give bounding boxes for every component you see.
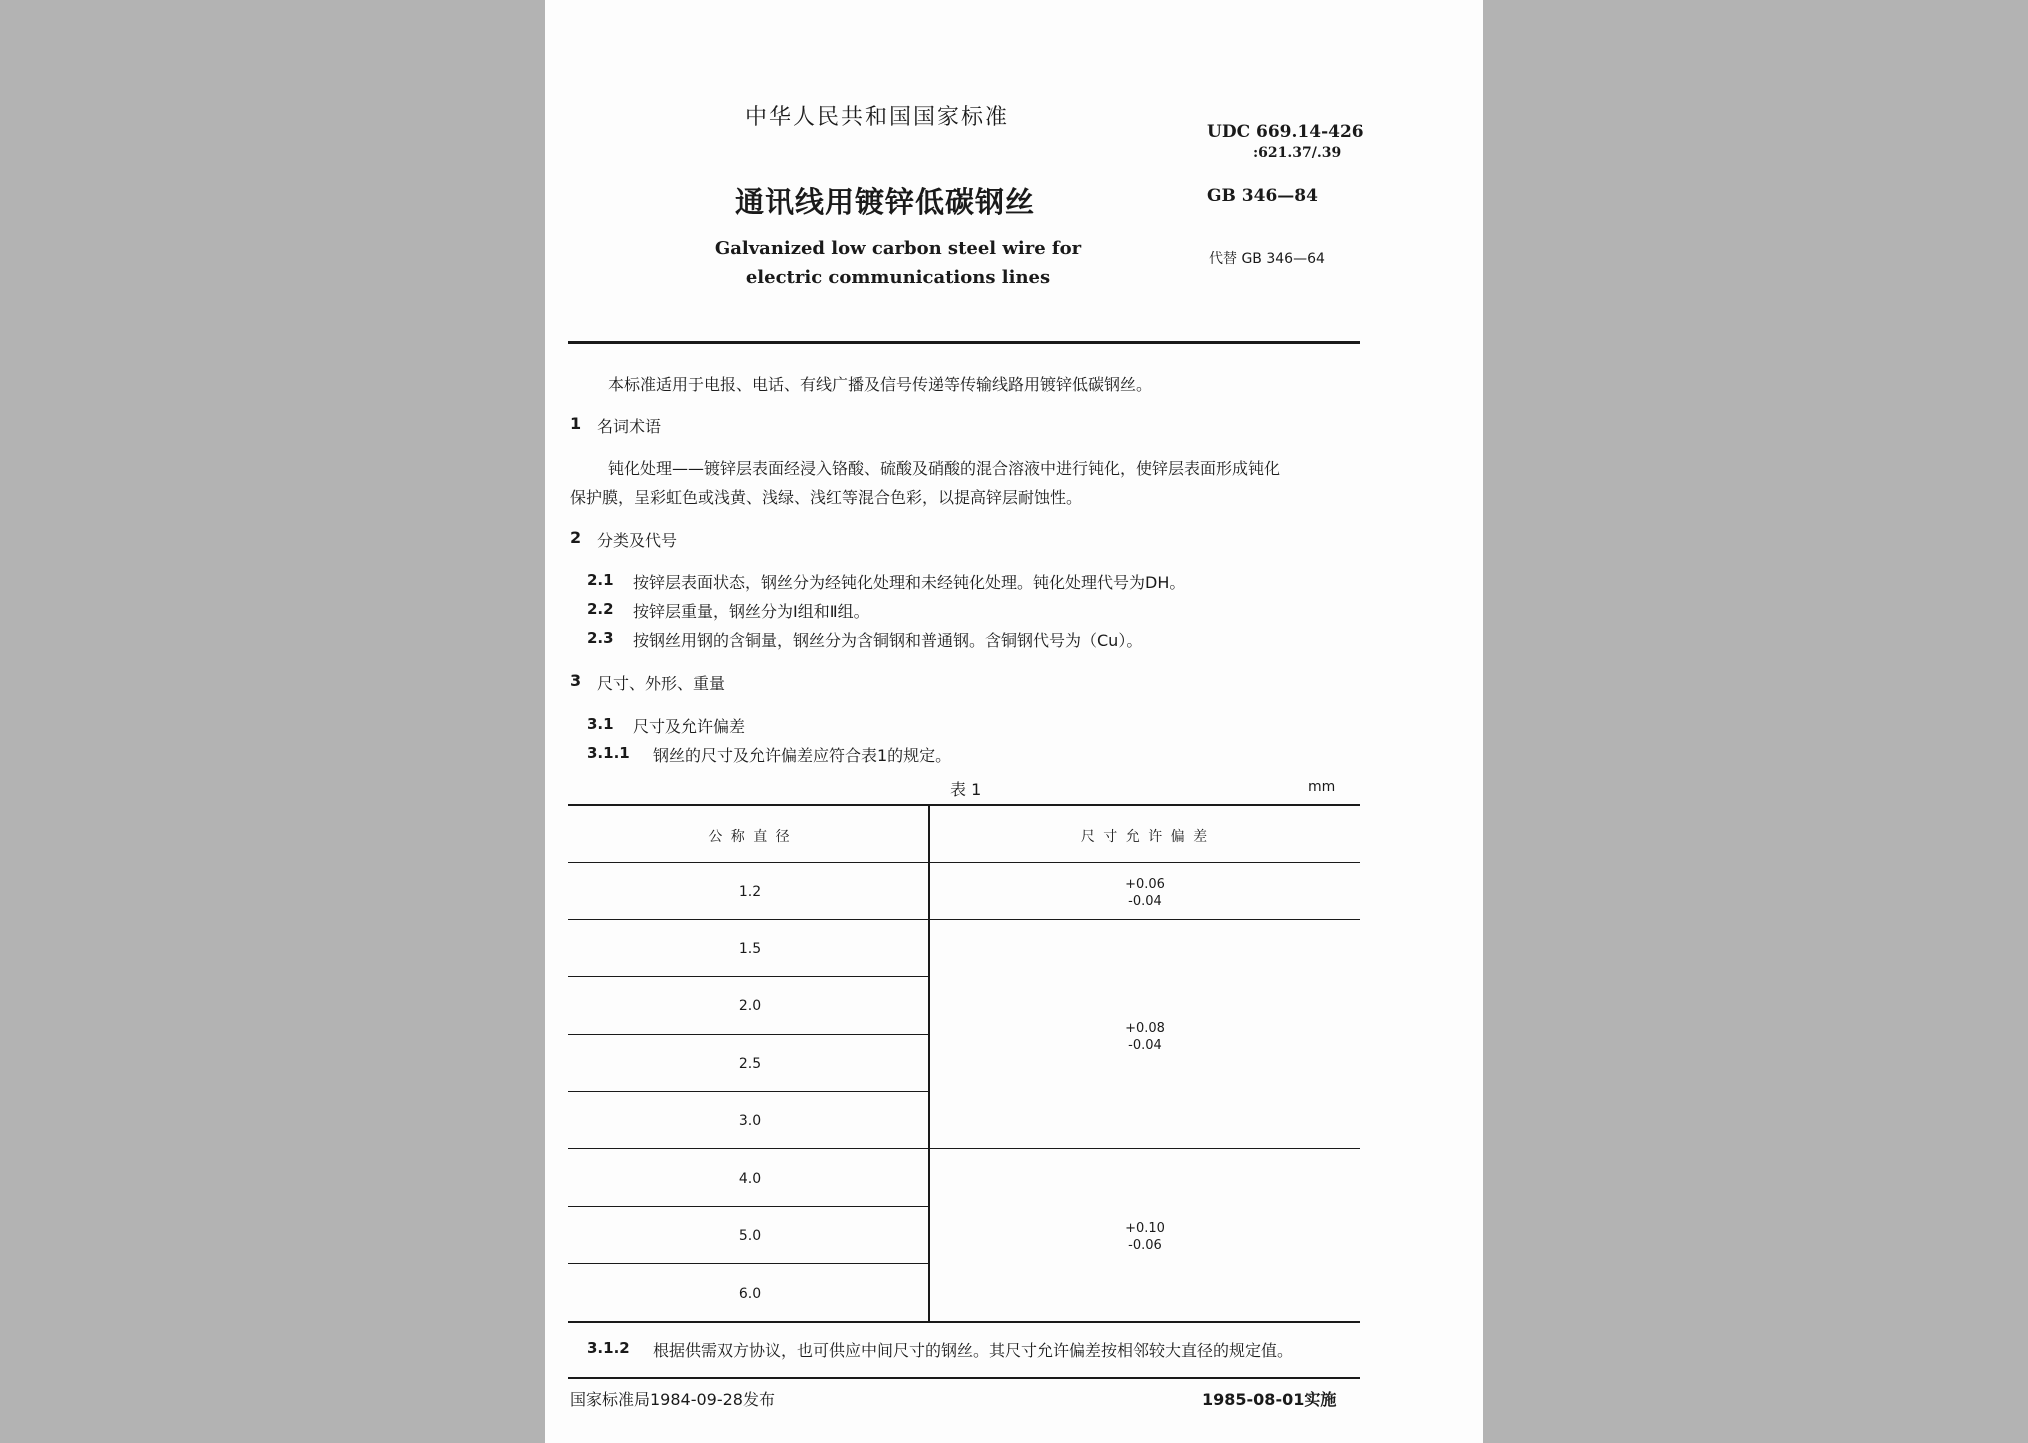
section-2-1-text: 按锌层表面状态，钢丝分为经钝化处理和未经钝化处理。钝化处理代号为DH。 (633, 573, 1186, 592)
tolerance-cell (930, 1020, 1360, 1054)
section-2-2-text: 按锌层重量，钢丝分为Ⅰ组和Ⅱ组。 (633, 602, 870, 621)
section-2-number: 2 (570, 528, 582, 547)
section-1-text-line2: 保护膜，呈彩虹色或浅黄、浅绿、浅红等混合色彩，以提高锌层耐蚀性。 (570, 488, 1083, 507)
section-2-3-number: 2.3 (587, 629, 614, 647)
footer-divider (568, 1377, 1360, 1379)
section-2-3-text: 按钢丝用钢的含铜量，钢丝分为含铜钢和普通钢。含铜钢代号为（Cu）。 (633, 631, 1143, 650)
section-1-number: 1 (570, 414, 582, 433)
section-1-text-line1: 钝化处理——镀锌层表面经浸入铬酸、硫酸及硝酸的混合溶液中进行钝化，使锌层表面形成钝化 (608, 459, 1281, 478)
table-row-rule (568, 1263, 928, 1264)
table-row-rule (568, 1091, 928, 1092)
section-3-1-1-number: 3.1.1 (587, 744, 630, 762)
section-3-1-1-text: 钢丝的尺寸及允许偏差应符合表1的规定。 (653, 746, 952, 765)
doc-title-en-line2: electric communications lines (745, 267, 1051, 288)
header-divider (568, 341, 1360, 344)
udc-code-line1: UDC 669.14-426 (1207, 122, 1364, 142)
diameter-cell: 5.0 (738, 1228, 762, 1244)
table-row-rule (568, 1148, 1360, 1149)
section-3-title: 尺寸、外形、重量 (597, 674, 726, 693)
diameter-cell: 2.5 (738, 1056, 762, 1072)
replaces-note: 代替 GB 346—64 (1209, 251, 1325, 267)
section-3-1-title: 尺寸及允许偏差 (633, 717, 746, 736)
doc-title-en-line1: Galvanized low carbon steel wire for (714, 238, 1082, 259)
section-3-1-2-text: 根据供需双方协议，也可供应中间尺寸的钢丝。其尺寸允许偏差按相邻较大直径的规定值。 (653, 1341, 1294, 1360)
org-title: 中华人民共和国国家标准 (745, 105, 1010, 130)
diameter-cell: 2.0 (738, 998, 762, 1014)
diameter-cell: 4.0 (738, 1171, 762, 1187)
table-caption: 表 1 (950, 780, 982, 799)
diameter-cell: 1.5 (738, 941, 762, 957)
document-page (545, 0, 1483, 1443)
section-2-title: 分类及代号 (597, 531, 678, 550)
table-header-rule (568, 862, 1360, 863)
tolerance-plus: +0.06 (1125, 877, 1165, 892)
tolerance-minus: -0.06 (1128, 1238, 1162, 1253)
table-row-rule (568, 919, 1360, 920)
diameter-cell: 6.0 (738, 1286, 762, 1302)
effective-date: 1985-08-01实施 (1202, 1390, 1337, 1409)
diameter-cell: 1.2 (738, 884, 762, 900)
table-bottom-rule (568, 1321, 1360, 1323)
udc-code-line2: :621.37/.39 (1253, 145, 1342, 161)
section-2-2-number: 2.2 (587, 600, 614, 618)
section-1-title: 名词术语 (597, 417, 662, 436)
table-unit: mm (1308, 779, 1336, 795)
col-header-tolerance: 尺 寸 允 许 偏 差 (1080, 829, 1210, 845)
table-top-rule (568, 804, 1360, 806)
tolerance-plus: +0.10 (1125, 1221, 1165, 1236)
diameter-cell: 3.0 (738, 1113, 762, 1129)
table-row-rule (568, 976, 928, 977)
section-3-1-number: 3.1 (587, 715, 614, 733)
tolerance-plus: +0.08 (1125, 1021, 1165, 1036)
doc-title-cn: 通讯线用镀锌低碳钢丝 (735, 185, 1036, 219)
col-header-nominal-diameter: 公 称 直 径 (708, 829, 792, 845)
section-2-1-number: 2.1 (587, 571, 614, 589)
table-row-rule (568, 1034, 928, 1035)
tolerance-cell (930, 1220, 1360, 1254)
section-3-number: 3 (570, 671, 582, 690)
issue-date: 国家标准局1984-09-28发布 (570, 1390, 775, 1409)
gb-number: GB 346—84 (1207, 186, 1318, 206)
section-3-1-2-number: 3.1.2 (587, 1339, 630, 1357)
intro-paragraph: 本标准适用于电报、电话、有线广播及信号传递等传输线路用镀锌低碳钢丝。 (608, 375, 1153, 394)
table-row-rule (568, 1206, 928, 1207)
tolerance-minus: -0.04 (1128, 894, 1162, 909)
tolerance-minus: -0.04 (1128, 1038, 1162, 1053)
tolerance-cell (930, 876, 1360, 910)
